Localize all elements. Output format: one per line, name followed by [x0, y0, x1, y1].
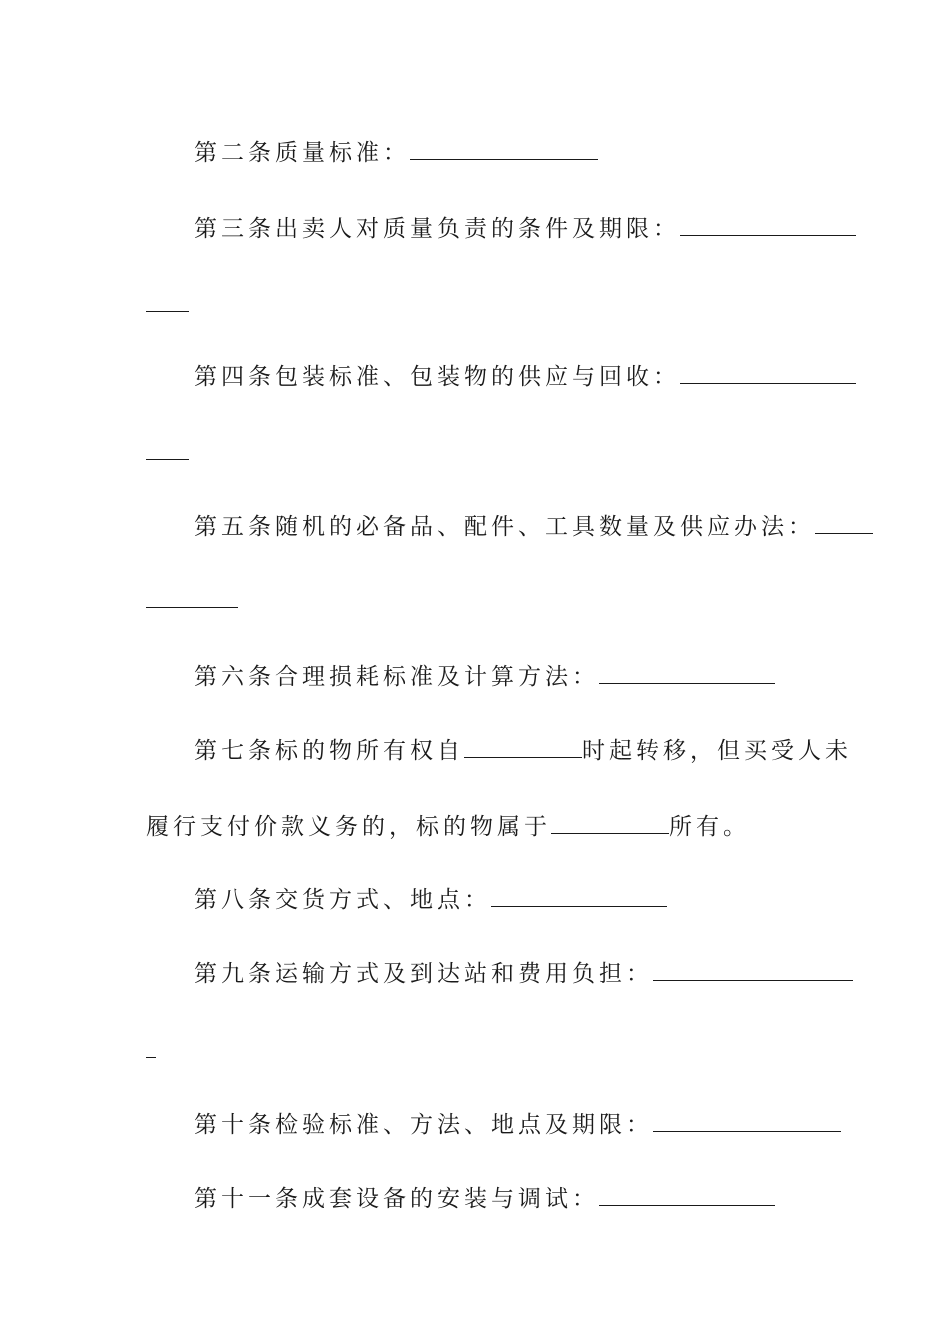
clause-2 [194, 137, 598, 168]
clause-7-text-b: 时起转移，但买受人未 [582, 738, 852, 764]
fill-blank [491, 884, 667, 907]
clause-7-text-d: 所有。 [669, 814, 750, 840]
clause-7-text-a: 第七条标的物所有权自 [194, 738, 464, 764]
fill-blank [653, 1109, 841, 1132]
clause-3 [194, 213, 856, 244]
clause-6-text: 第六条合理损耗标准及计算方法： [194, 664, 599, 690]
clause-6 [194, 661, 775, 692]
fill-blank [680, 213, 856, 236]
clause-3-text: 第三条出卖人对质量负责的条件及期限： [194, 216, 680, 242]
fill-blank-continuation [146, 607, 238, 608]
clause-8 [194, 884, 667, 915]
fill-blank [653, 958, 853, 981]
clause-4 [194, 361, 856, 392]
fill-blank [599, 1183, 775, 1206]
clause-7-line-1 [194, 735, 852, 766]
clause-10-text: 第十条检验标准、方法、地点及期限： [194, 1112, 653, 1138]
clause-2-text: 第二条质量标准： [194, 140, 410, 166]
fill-blank-continuation [146, 459, 189, 460]
fill-blank [599, 661, 775, 684]
fill-blank [464, 735, 582, 758]
fill-blank [551, 811, 669, 834]
clause-8-text: 第八条交货方式、地点： [194, 887, 491, 913]
fill-blank-continuation [146, 1057, 156, 1058]
clause-9-text: 第九条运输方式及到达站和费用负担： [194, 961, 653, 987]
clause-10 [194, 1109, 841, 1140]
fill-blank-continuation [146, 311, 189, 312]
clause-9 [194, 958, 853, 989]
clause-11 [194, 1183, 775, 1214]
clause-7-text-c: 履行支付价款义务的，标的物属于 [146, 814, 551, 840]
fill-blank [815, 511, 873, 534]
clause-5-text: 第五条随机的必备品、配件、工具数量及供应办法： [194, 514, 815, 540]
clause-5 [194, 511, 873, 542]
fill-blank [410, 137, 598, 160]
clause-11-text: 第十一条成套设备的安装与调试： [194, 1186, 599, 1212]
clause-7-line-2 [146, 811, 750, 842]
clause-4-text: 第四条包装标准、包装物的供应与回收： [194, 364, 680, 390]
fill-blank [680, 361, 856, 384]
